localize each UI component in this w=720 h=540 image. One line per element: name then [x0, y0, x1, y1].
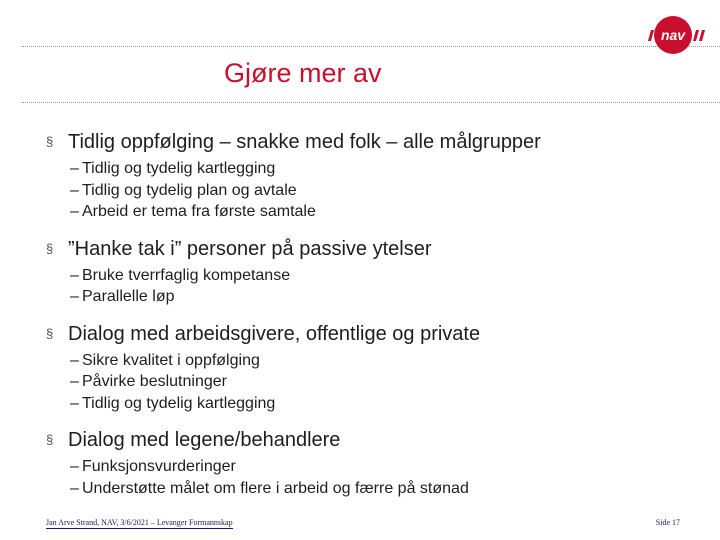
sub-bullet-dash: – [70, 288, 79, 305]
footer-author-date: Jan Arve Strand, NAV, 3/6/2021 – Levanger Formannskap [46, 518, 233, 527]
sub-bullet-dash: – [70, 266, 79, 284]
bullet-heading [46, 428, 706, 452]
bullet-marker-icon: § [46, 432, 54, 447]
sub-bullet-item [46, 393, 706, 415]
top-dotted-rule [22, 46, 720, 47]
bullet-heading [46, 237, 706, 261]
sub-bullet-text: Tidlig og tydelig kartlegging [82, 160, 276, 177]
sub-bullet-item [46, 456, 706, 478]
bullet-item [46, 322, 706, 415]
sub-bullet-list [46, 456, 706, 499]
sub-bullet-text: Parallelle løp [82, 288, 175, 305]
sub-bullet-item [46, 158, 706, 180]
bullet-item [46, 130, 706, 223]
sub-bullet-dash: – [70, 160, 79, 177]
sub-bullet-dash: – [70, 351, 79, 369]
bullet-item [46, 428, 706, 499]
bullet-text: Tidlig oppfølging – snakke med folk – alle målgrupper [68, 131, 541, 153]
sub-bullet-text: Tidlig og tydelig plan og avtale [82, 181, 297, 199]
bullet-text: ”Hanke tak i” personer på passive ytelser [68, 237, 432, 260]
sub-bullet-list [46, 350, 706, 415]
bullet-text: Dialog med arbeidsgivere, offentlige og private [68, 322, 481, 345]
sub-bullet-dash: – [70, 458, 79, 475]
sub-bullet-list [46, 265, 706, 308]
bullet-text: Dialog med legene/behandlere [68, 429, 341, 451]
bullet-marker-icon: § [46, 325, 54, 341]
slide-title: Gjøre mer av [224, 58, 382, 88]
sub-bullet-dash: – [70, 203, 79, 220]
sub-bullet-item [46, 371, 706, 393]
sub-bullet-item [46, 478, 706, 500]
sub-bullet-item [46, 265, 706, 287]
bullet-heading [46, 322, 706, 346]
sub-bullet-text: Arbeid er tema fra første samtale [82, 203, 316, 220]
bullet-list [46, 130, 706, 513]
sub-bullet-dash: – [70, 479, 79, 497]
sub-bullet-item [46, 286, 706, 308]
sub-bullet-text: Sikre kvalitet i oppfølging [82, 351, 260, 369]
sub-bullet-text: Bruke tverrfaglig kompetanse [82, 266, 291, 284]
bullet-marker-icon: § [46, 134, 54, 149]
nav-logo-icon [646, 14, 708, 56]
sub-bullet-text: Funksjonsvurderinger [82, 458, 236, 475]
footer-page-number: Side 17 [655, 518, 680, 527]
sub-bullet-text: Tidlig og tydelig kartlegging [82, 394, 276, 412]
svg-text:nav: nav [660, 27, 686, 43]
sub-bullet-text: Påvirke beslutninger [82, 373, 227, 390]
sub-bullet-item [46, 201, 706, 223]
sub-bullet-list [46, 158, 706, 223]
sub-bullet-item [46, 180, 706, 202]
sub-bullet-item [46, 350, 706, 372]
bullet-marker-icon: § [46, 240, 54, 256]
sub-bullet-text: Understøtte målet om flere i arbeid og færre på stønad [82, 479, 469, 497]
sub-bullet-dash: – [70, 394, 79, 412]
sub-bullet-dash: – [70, 373, 79, 390]
sub-bullet-dash: – [70, 181, 79, 199]
bullet-item [46, 237, 706, 308]
title-dotted-rule [22, 102, 720, 103]
bullet-heading [46, 130, 706, 154]
